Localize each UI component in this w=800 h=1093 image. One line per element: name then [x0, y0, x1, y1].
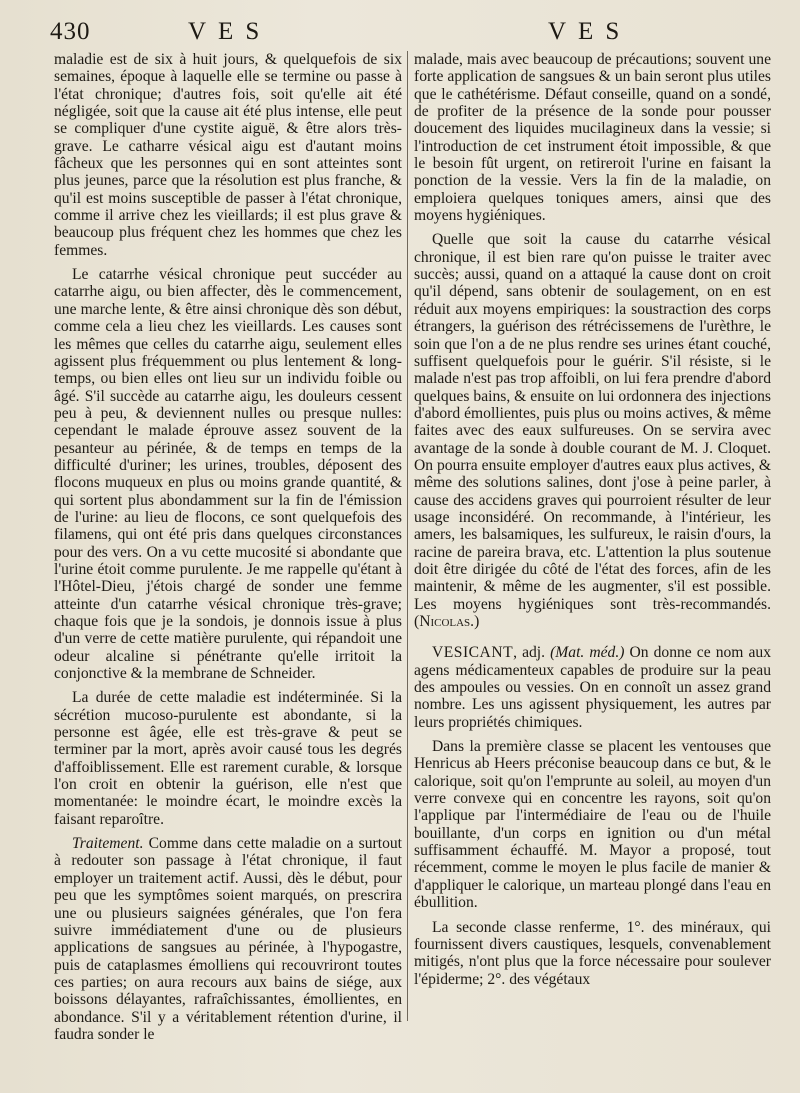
paragraph: Le catarrhe vésical chronique peut succéder au catarrhe aigu, ou bien affecter, dès le commencement, une marche lente, & être ainsi chronique dès son début, comme cela a lieu chez les vieillards. Les causes sont les mêmes que celles du catarrhe aigu, seulement elles agissent plus fréquemment ou plus lentement & long-temps, ou bien elles ont lieu sur un individu foible ou âgé. S'il succède au catarrhe aigu, les douleurs cessent peu à peu, & deviennent nulles ou presque nulles: cependant le malade éprouve assez souvent de la pesanteur au périnée, & de temps en temps de la difficulté d'uriner; les urines, troubles, déposent des flocons muqueux en plus ou moins grande quantité, & qui sortent plus abondamment sur la fin de l'émission de l'urine: au lieu de flocons, ce sont quelquefois des filamens, qui ont été pris dans quelques circonstances pour des vers. On a vu cette mucosité si abondante que l'urine étoit comme purulente. Je me rappelle qu'étant à l'Hôtel-Dieu, j'étois chargé de sonder une femme atteinte d'un catarrhe vésical chronique très-grave; chaque fois que je la sondois, je donnois issue à plus d'un verre de cette matière purulente, qui répandoit une odeur alcaline si pénétrante qu'elle irritoit la conjonctive & la membrane de Schneider.	[54, 266, 402, 683]
paragraph: La durée de cette maladie est indéterminée. Si la sécrétion mucoso-purulente est abondante, si la personne est âgée, elle est très-grave & peut se terminer par la mort, après avoir causé tous les degrés d'affoiblissement. Elle est rarement curable, & lorsque l'on croit en obtenir la guérison, elle n'est que momentanée: le moindre écart, le moindre excès la faisant reparoître.	[54, 689, 402, 828]
entry-text: On donne ce nom aux agens médicamenteux capables de produire sur la peau des ampoules ou vessies. On en connoît un assez grand nombre. Les uns agissent physiquement, les autres par leurs propriétés chimiques.	[414, 644, 771, 731]
traitement-text: Comme dans cette maladie on a surtout à redouter son passage à l'état chronique, il faut employer un traitement actif. Aussi, dès le début, pour peu que les symptômes soient marqués, on prescrira une ou plusieurs saignées générales, que l'on fera suivre immédiatement d'une ou de plusieurs applications de sangsues au périnée, à l'hypogastre, puis de cataplasmes émolliens qui recouvriront toutes ces parties; on aura recours aux bains de siége, aux boissons délayantes, rafraîchissantes, émollientes, en abondance. S'il y a véritablement rétention d'urine, il faudra sonder le	[54, 835, 402, 1043]
paragraph: maladie est de six à huit jours, & quelquefois de six semaines, époque à laquelle elle se termine ou passe à l'état chronique; d'autres fois, soit qu'elle ait été négligée, soit que la cause ait été plus intense, elle peut se compliquer d'une cystite aiguë, & être alors très-grave. Le catharre vésical aigu est d'autant moins fâcheux que les personnes qui en sont atteintes sont plus jeunes, parce que la résolution est plus franche, & qu'il est moins susceptible de passer à l'état chronique, comme il arrive chez les vieillards; il est plus grave & beaucoup plus fréquent chez les hommes que chez les femmes.	[54, 51, 402, 259]
paragraph-traitement	[54, 835, 402, 1043]
entry-grammar: , adj.	[513, 644, 546, 662]
paragraph: Dans la première classe se placent les ventouses que Henricus ab Heers préconise beaucoup dans ce but, & le calorique, soit qu'on l'emprunte au soleil, au moyen d'un verre convexe qui en concentre les rayons, soit qu'on l'applique par l'intermédiaire de l'eau ou de l'huile bouillante, d'un corps en ignition ou d'un métal suffisamment échauffé. M. Mayor a proposé, tout récemment, comme le moyen le plus facile de manier & d'appliquer le calorique, un marteau plongé dans l'eau en ébullition.	[414, 738, 771, 912]
column-divider	[407, 51, 408, 1021]
right-column	[414, 51, 771, 988]
page-header	[0, 18, 800, 54]
author-signature: (Nicolas.)	[414, 613, 480, 630]
page-number: 430	[50, 18, 91, 45]
left-column	[54, 51, 402, 1043]
paragraph-text: Quelle que soit la cause du catarrhe vésical chronique, il est bien rare qu'on puisse le traiter avec succès; aussi, quand on a attaqué la cause dont on croit qu'il dépend, sans obtenir de soulagement, on en est réduit aux moyens empiriques: la soustraction des corps étrangers, la guérison des rétrécissemens de l'urèthre, le soin que l'on a de ne plus rendre ses urines étant couché, suffisent quelquefois pour le guérir. S'il résiste, si le malade n'est pas trop affoibli, on lui fera prendre d'abord quelques bains, & ensuite on lui ordonnera des injections d'abord émollientes, puis plus ou moins actives, & même faites avec des eaux sulfureuses. On se servira avec avantage de la sonde à double courant de M. J. Cloquet. On pourra ensuite employer d'autres eaux plus actives, & même des solutions salines, dont j'ose à peine parler, à cause des accidens graves qui pourroient résulter de leur usage inconsidéré. On recommande, à l'intérieur, les amers, les balsamiques, les sulfureux, le raisin d'ours, la racine de pareira brava, etc. L'attention la plus soutenue doit être dirigée du côté de l'état des forces, afin de les maintenir, & même de les augmenter, s'il est possible. Les moyens hygiéniques sont très-recommandés.	[414, 231, 771, 613]
running-head-left: VES	[188, 18, 272, 45]
traitement-label: Traitement.	[72, 835, 144, 853]
running-head-right: VES	[548, 18, 632, 45]
entry-headword: VESICANT	[432, 644, 514, 662]
paragraph: malade, mais avec beaucoup de précautions; souvent une forte application de sangsues & un bain seront plus utiles que le cathétérisme. Défaut conseille, quand on a sondé, de profiter de la présence de la sonde pour pousser doucement des liquides mucilagineux dans la vessie; si l'introduction de cet instrument étoit impossible, & que le besoin fût urgent, on retireroit l'urine en faisant la ponction de la vessie. Vers la fin de la maladie, on emploiera quelques toniques amers, ainsi que des moyens hygiéniques.	[414, 51, 771, 225]
paragraph: La seconde classe renferme, 1°. des minéraux, qui fournissent divers caustiques, lesquels, convenablement mitigés, n'ont plus que la force nécessaire pour soulever l'épiderme; 2°. des végétaux	[414, 918, 771, 988]
entry-domain: (Mat. méd.)	[550, 644, 625, 662]
paragraph	[414, 231, 771, 630]
entry-vesicant	[414, 644, 771, 731]
